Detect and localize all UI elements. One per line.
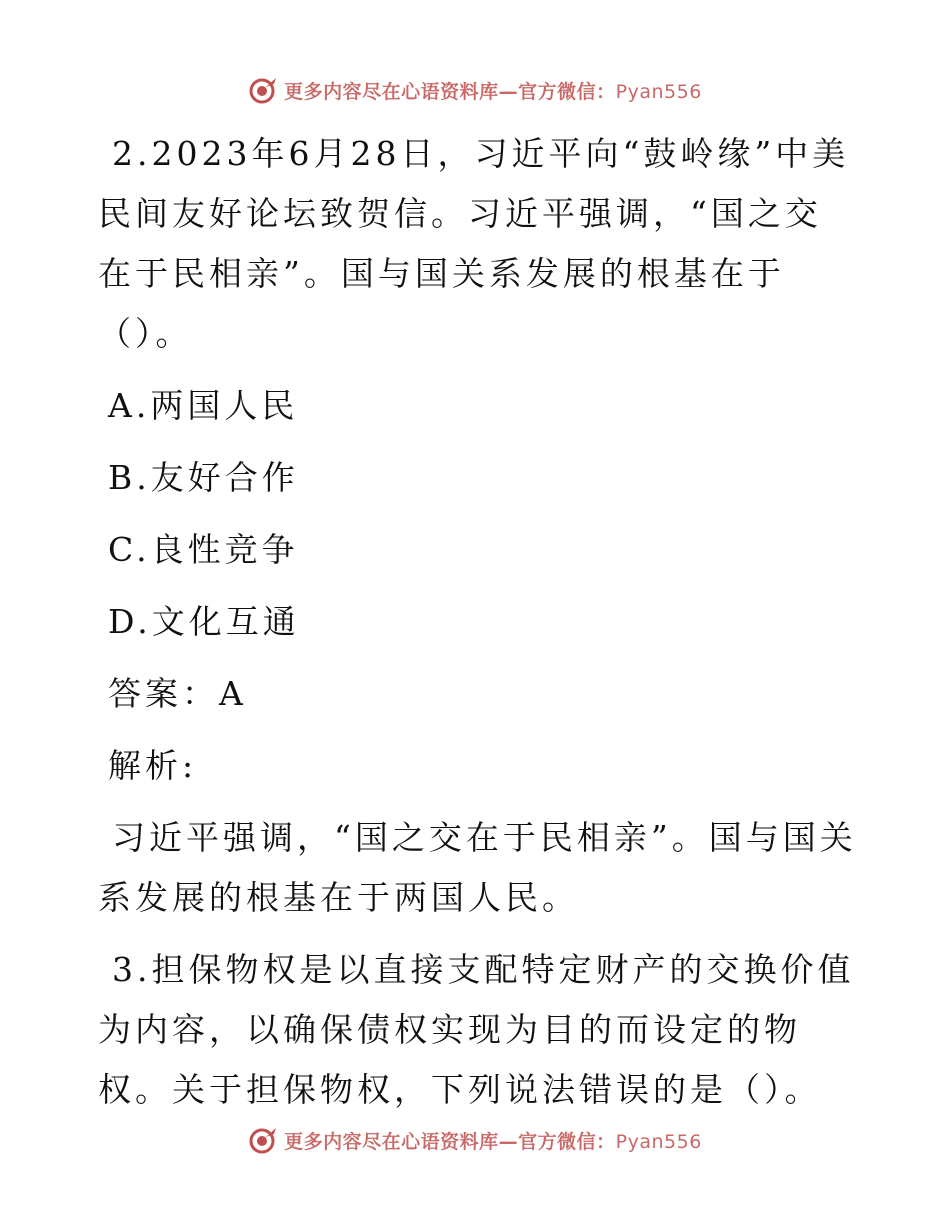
question-2-stem: 2.2023年6月28日，习近平向“鼓岭缘”中美民间友好论坛致贺信。习近平强调，“国之交在于民相亲”。国与国关系发展的根基在于（）。 — [98, 134, 850, 353]
analysis-text: 习近平强调，“国之交在于民相亲”。国与国关系发展的根基在于两国人民。 — [98, 818, 857, 917]
pen-circle-icon — [248, 75, 278, 105]
question-3-stem: 3.担保物权是以直接支配特定财产的交换价值为内容，以确保债权实现为目的而设定的物权。关于担保物权，下列说法错误的是（）。 — [98, 950, 855, 1109]
header-watermark — [0, 70, 950, 110]
answer: 答案：A — [108, 674, 247, 713]
option-d: D.文化互通 — [108, 602, 300, 641]
document-body — [98, 124, 858, 1120]
analysis-label: 解析: — [108, 746, 198, 785]
footer-watermark — [0, 1120, 950, 1160]
pen-circle-icon — [248, 1125, 278, 1155]
watermark-text: 更多内容尽在心语资料库—官方微信：Pyan556 — [284, 1130, 702, 1153]
option-c: C.良性竞争 — [108, 530, 299, 569]
wechat-account: Pyan556 — [615, 80, 702, 103]
option-a: A.两国人民 — [108, 386, 299, 425]
watermark-text: 更多内容尽在心语资料库—官方微信：Pyan556 — [284, 80, 702, 103]
option-b: B.友好合作 — [108, 458, 299, 497]
wechat-account: Pyan556 — [615, 1130, 702, 1153]
